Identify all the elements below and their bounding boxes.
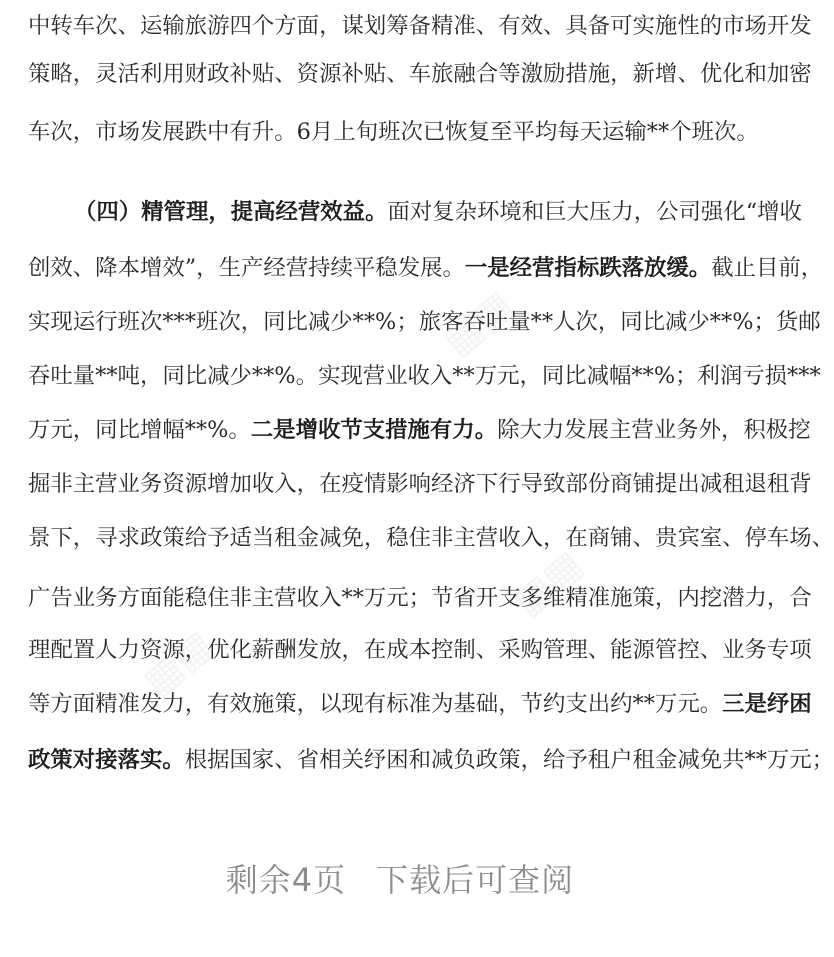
paragraph-line: 理配置人力资源，优化薪酬发放，在成本控制、采购管理、能源管控、业务专项 <box>28 637 812 663</box>
paragraph-line: 吞吐量**吨，同比减少**%。实现营业收入**万元，同比减幅**%；利润亏损*** <box>28 363 821 389</box>
paragraph-line: 景下，寻求政策给予适当租金减免，稳住非主营收入，在商铺、贵宾室、停车场、 <box>28 525 834 551</box>
paragraph-line: 实现运行班次***班次，同比减少**%；旅客吞吐量**人次，同比减少**%；货邮 <box>28 309 821 335</box>
paragraph-line: 掘非主营业务资源增加收入，在疫情影响经济下行导致部份商铺提出减租退租背 <box>28 471 812 497</box>
subheading: 政策对接落实。 <box>28 747 185 773</box>
paragraph-line: 中转车次、运输旅游四个方面，谋划筹备精准、有效、具备可实施性的市场开发 <box>28 13 812 39</box>
paragraph-line: 万元，同比增幅**%。二是增收节支措施有力。除大力发展主营业务外，积极挖 <box>28 417 811 443</box>
download-prompt[interactable] <box>0 855 800 901</box>
remaining-pages-label: 剩余4页 <box>225 861 347 899</box>
section-heading: （四）精管理，提高经营效益。 <box>74 199 388 225</box>
paragraph-line: 广告业务方面能稳住非主营收入**万元；节省开支多维精准施策，内挖潜力，合 <box>28 585 812 611</box>
subheading: 一是经营指标跌落放缓。 <box>464 255 712 281</box>
paragraph-line: 等方面精准发力，有效施策，以现有标准为基础，节约支出约**万元。三是纾困 <box>28 691 812 717</box>
paragraph-line: 创效、降本增效”，生产经营持续平稳发展。一是经营指标跌落放缓。截止目前， <box>28 255 824 281</box>
subheading: 二是增收节支措施有力。 <box>250 417 498 443</box>
download-to-view-label: 下载后可查阅 <box>376 861 575 899</box>
subheading: 三是纾困 <box>722 691 812 717</box>
paragraph-line: 政策对接落实。根据国家、省相关纾困和减负政策，给予租户租金减免共**万元； <box>28 747 834 773</box>
section-heading-line: （四）精管理，提高经营效益。面对复杂环境和巨大压力，公司强化“增收 <box>74 199 802 225</box>
paragraph-line: 车次，市场发展跌中有升。6月上旬班次已恢复至平均每天运输**个班次。 <box>28 119 759 145</box>
paragraph-line: 策略，灵活利用财政补贴、资源补贴、车旅融合等激励措施，新增、优化和加密 <box>28 61 812 87</box>
